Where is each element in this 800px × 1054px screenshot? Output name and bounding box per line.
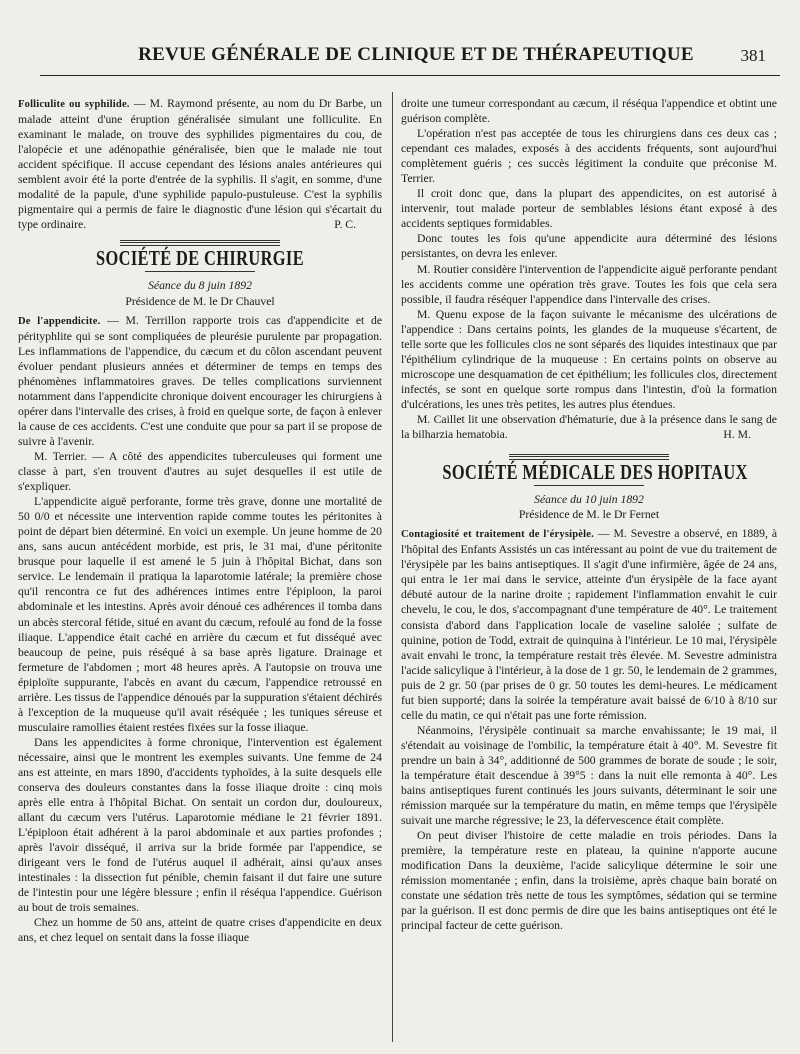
running-head — [60, 42, 772, 72]
article-rubric: Contagiosité et traitement de l'érysipèle. — [401, 529, 594, 541]
intro-signature: P. C. — [334, 218, 356, 232]
article-paragraph: On peut diviser l'histoire de cette maladie en trois périodes. Dans la première, la température reste en plateau, la quinine n'apporte aucune modification Dans la deuxième, l'acide salicylique détermine le soir une rémission momentanée ; enfin, dans la troisième, après chaque bain boraté on constate une sédation très nette de tous les symptômes, sédation qui se termine par la guérison. Il est donc permis de dire que les bains antiseptiques ont été le principal facteur de cette guérison. — [401, 829, 777, 933]
article-paragraph: M. Terrier. — A côté des appendicites tuberculeuses qui forment une classe à part, s'en trouvent d'autres au sujet desquelles il est utile de s'expliquer. — [18, 449, 382, 494]
column-divider — [392, 92, 393, 1042]
session-chair: Présidence de M. le Dr Fernet — [518, 508, 660, 522]
closing-text: M. Caillet lit une observation d'hématurie, due à la présence dans le sang de la bilharzia hematobia. — [401, 412, 777, 442]
heading-rule-bottom — [534, 485, 644, 486]
society-heading: SOCIÉTÉ MÉDICALE DES HOPITAUX — [442, 460, 748, 485]
intro-paragraph — [18, 96, 382, 232]
society-heading: SOCIÉTÉ DE CHIRURGIE — [95, 246, 305, 271]
page-number: 381 — [740, 46, 766, 65]
article-rubric: De l'appendicite. — [18, 315, 101, 327]
continuation-paragraph: L'opération n'est pas acceptée de tous les chirurgiens dans ces deux cas ; cependant ces malades, exposés à des accidents fréquents, sont aujourd'hui complètement guéris ; ces succès légitiment la conduite que préconise M. Terrier. — [401, 127, 777, 186]
continuation-paragraph: Donc toutes les fois qu'une appendicite aura déterminé des lésions persistantes, on devra les enlever. — [401, 232, 777, 261]
society-hopitaux — [401, 454, 777, 486]
session-date: Séance du 10 juin 1892 — [534, 493, 644, 507]
intro-text: — M. Raymond présente, au nom du Dr Barbe, un malade atteint d'une éruption généralisée simulant une folliculite. En examinant le malade, on trouve des syphilides pigmentaires du cou, de l'alopécie et une adénopathie généralisée, bien que le malade nie tout accident spécifique. Il accuse cependant des lésions anales antérieures qui semblent avoir été la porte d'entrée de la syphilis. Il s'agit, en somme, d'une modalité de la papule, d'une syphilide papulo-pustuleuse. C'est la syphilis pigmentaire qui a permis de faire le diagnostic d'une lésion qui s'écartait du type ordinaire. — [18, 97, 383, 232]
article-paragraph: Néanmoins, l'érysipèle continuait sa marche envahissante; le 19 mai, il s'étendait au voisinage de l'ombilic, la température était à 40°. M. Sevestre fit prendre un bain à 34°, additionné de 500 grammes de borate de soude ; le soir, la température était descendue à 39°5 : dans la nuit elle remonta à 40°. Les bains antiseptiques furent continués les jours suivants, déterminant le soir une rémission marquée sur la température du matin, en même temps que l'érysipèle suivait une marche régressive; le 23, la défervescence était complète. — [401, 723, 777, 828]
session-date: Séance du 8 juin 1892 — [148, 279, 252, 293]
header-rule — [40, 75, 780, 76]
right-column — [401, 96, 777, 933]
article-paragraph: Chez un homme de 50 ans, atteint de quatre crises d'appendicite en deux ans, et chez lequel on sentait dans la fosse iliaque — [18, 916, 382, 945]
article-paragraph: L'appendicite aiguë perforante, forme très grave, donne une mortalité de 50 0/0 et nécessite une intervention rapide comme toutes les péritonites à point de départ bien déterminé. En voici un exemple. Un jeune homme de 20 ans, sans aucun antécédent morbide, est pris, le 31 mai, d'une péritonite brusque pour laquelle il est amené le 5 juin à l'hôpital Bichat, dans son service. Le lendemain il pratiqua la laparotomie latérale; la première chose qu'il rencontra ce fut des adhérences intimes entre l'épiploon, la paroi abdominale et les intestins. Après avoir dénoué ces adhérences il tomba dans un abcès stercoral fétide, situé en avant du cæcum, refoulé au fond de la fosse iliaque. L'appendice était caché en arrière du cæcum et fut disséqué avec beaucoup de peine, puis réséqué à sa base après ligature. Drainage et fermeture de l'abdomen ; mort 48 heures après. A l'autopsie on trouva une épiploïte suppurante, l'abcès en avant du cæcum, l'appendice retroussé en arrière. Les tissus de l'appendice dénoués par la suppuration s'étaient déchirés à l'exception de la muqueuse qu'il avait réséquée ; les tuniques séreuse et musculaire ramollies étaient restées fixées sur la fosse iliaque. — [18, 495, 382, 734]
session-chair: Présidence de M. le Dr Chauvel — [125, 294, 275, 308]
continuation-paragraph: M. Quenu expose de la façon suivante le mécanisme des ulcérations de l'appendice : Dans certains points, les glandes de la muqueuse s'écartent, de telle sorte que les follicules clos ne sont séparés des liquides intestinaux que par l'épithélium cylindrique de la muqueuse : En certains points on observe au microscope une desquamation de cet épithélium; les follicules clos, directement infectés, se sont en quelque sorte rompus dans l'intestin, d'où la formation d'ulcérations, les unes très petites, les autres plus étendues. — [401, 307, 777, 411]
continuation-paragraph: droite une tumeur correspondant au cæcum, il réséqua l'appendice et obtint une guérison complète. — [401, 97, 777, 126]
closing-signature: H. M. — [723, 428, 751, 442]
left-column — [18, 96, 382, 946]
heading-rule-bottom — [145, 271, 255, 272]
continuation-paragraph: Il croit donc que, dans la plupart des appendicites, on est autorisé à intervenir, tout malade porteur de semblables lésions étant exposé à des accidents septiques formidables. — [401, 187, 777, 231]
article-paragraph — [401, 526, 777, 723]
intro-rubric: Folliculite ou syphilide. — [18, 99, 130, 110]
article-paragraph: Dans les appendicites à forme chronique, l'intervention est également nécessaire, ainsi que le montrent les exemples suivants. Une femme de 24 ans est atteinte, en mars 1890, d'accidents typhoïdes, à la suite desquels elle conserva des douleurs constantes dans la fosse iliaque droite : cinq mois après elle entra à l'hôpital Bichat. On sentait un cordon dur, douloureux, allant du cæcum vers l'utérus. Laparotomie médiane le 21 février 1891. L'épiploon était adhérent à la paroi abdominale et aux parties profondes ; après l'avoir disséqué, il arriva sur la bride formée par l'appendice, se dirigeant vers le fond de l'utérus auquel il adhérait, ainsi qu'aux anses intestinales : la dissection fut pénible, chemin faisant il dut faire une suture de l'intestin pour une légère blessure ; enfin il réséqua l'appendice. Guérison au bout de trois semaines. — [18, 735, 382, 915]
closing-paragraph — [401, 412, 777, 442]
article-text: — M. Terrillon rapporte trois cas d'appendicite et de pérityphlite qui se sont compliquées de pleurésie purulente par propagation. Les inflammations de l'appendice, du cæcum et du côlon ascendant peuvent évoluer pendant plusieurs années et déterminer de temps en temps des phénomènes inflammatoires graves. De telles complications surviennent notamment dans l'appendicite chronique doivent encourager les chirurgiens à opérer dans l'intervalle des crises, à froid en quelque sorte, de façon à enlever la cause de ces accidents. C'est une conduite que pour sa part il se propose de suivre à l'avenir. — [18, 313, 383, 448]
society-chirurgie — [18, 240, 382, 272]
article-paragraph — [18, 313, 382, 449]
continuation-paragraph: M. Routier considère l'intervention de l'appendicite aiguë perforante pendant les accidents comme une opération très grave. Toutes les fois que cela sera possible, il faudra réséquer l'appendice dans l'intervalle des crises. — [401, 262, 777, 306]
article-text: — M. Sevestre a observé, en 1889, à l'hôpital des Enfants Assistés un cas intéressant au point de vue du traitement de l'érysipèle par les bains antiseptiques. Il s'agit d'une infirmière, âgée de 24 ans, qui entra le 1er mai dans le service, atteinte d'un érysipèle de la face ayant débuté autour de la narine droite ; rapidement l'inflammation envahit le cuir chevelu, le cou, le dos, s'accompagnant d'une température de 40°. Le traitement consista d'abord dans l'application locale de vaseline salolée ; sulfate de quinine, potion de Todd, extrait de quinquina à l'intérieur. Le 10 mai, l'érysipèle avait envahi le tronc, la température restait très élevée. M. Sevestre administra l'acide salicylique à l'intérieur, à la dose de 1 gr. 50, le lendemain de 2 grammes, puis de 2 gr. 50 (par prises de 0 gr. 50 toutes les demi-heures. Le médicament fut bien supporté; dans la soirée la température avait baissé de 6/10 à 8/10 sur celle du matin, ce qui n'était pas une forte rémission. — [401, 527, 778, 722]
journal-title: REVUE GÉNÉRALE DE CLINIQUE ET DE THÉRAPEUTIQUE — [138, 44, 694, 65]
